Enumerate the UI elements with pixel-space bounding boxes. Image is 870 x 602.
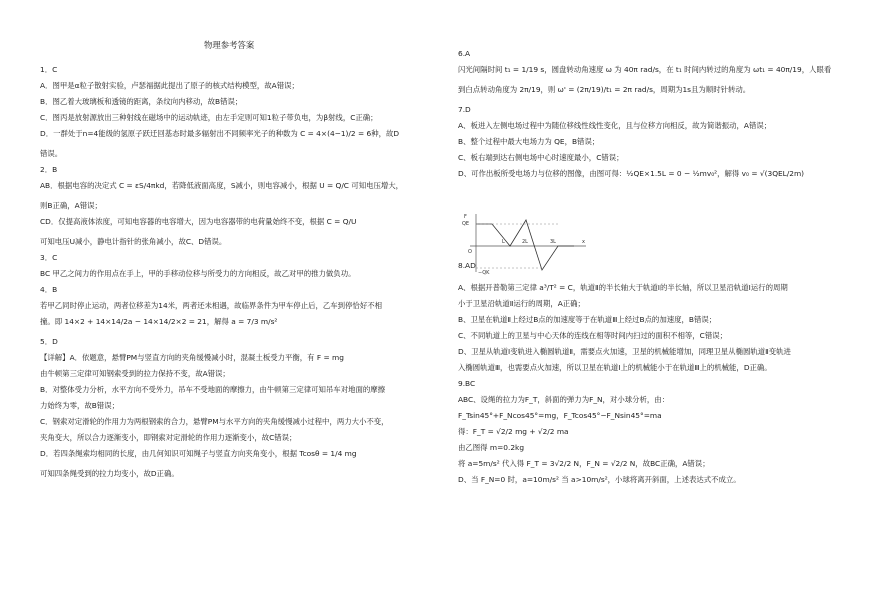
right_lines-line-0: 6.A — [458, 49, 471, 58]
right_lines-line-10: 小于卫星沿轨道Ⅱ运行的周期，A正确； — [458, 299, 585, 308]
right_lines-line-2: 到白点转动角度为 2π/19，则 ω' = (2π/19)/t₁ = 2π rad/s，周期为1s且为顺时针转动。 — [458, 85, 751, 94]
left_lines-line-12: BC 甲乙之间力的作用点在手上，甲的手移动位移与所受力的方向相反，故乙对甲的推力做负功。 — [40, 269, 356, 278]
left_lines-line-21: C．钢索对定滑轮的作用力为两根钢索的合力，悬臂PM与水平方向的夹角缓慢减小过程中，两力大小不变， — [40, 417, 389, 426]
left_lines-line-19: B．对整体受力分析，水平方向不受外力，吊车不受地面的摩擦力，由牛顿第三定律可知吊车对地面的摩擦 — [40, 385, 386, 394]
right_lines-line-1: 闪光间隔时间 t₁ = 1/19 s，圆盘转动角速度 ω 为 40π rad/s，在 t₁ 时间内转过的角度为 ωt₁ = 40π/19，人眼看 — [458, 65, 832, 74]
left_lines-line-22: 夹角变大，所以合力逐渐变小，即钢索对定滑轮的作用力逐渐变小，故C错误； — [40, 433, 297, 442]
right_lines-line-17: F_Tsin45°+F_Ncos45°=mg，F_Tcos45°−F_Nsin45°=ma — [458, 411, 662, 420]
left_lines-line-16: 5．D — [40, 337, 58, 346]
right_lines-line-12: C、不同轨道上的卫星与中心天体的连线在相等时间内扫过的面积不相等，C错误； — [458, 331, 727, 340]
document-title: 物理参考答案 — [204, 40, 255, 50]
right_lines-line-3: 7.D — [458, 105, 471, 114]
diagram-label-2l: 2L — [522, 239, 528, 245]
right_lines-line-14: 入椭圆轨道Ⅲ，也需要点火加速，所以卫星在轨道Ⅰ上的机械能小于在轨道Ⅲ上的机械能，D正确。 — [458, 363, 772, 372]
right_lines-line-11: B、卫星在轨道Ⅱ上经过B点的加速度等于在轨道Ⅲ上经过B点的加速度，B错误； — [458, 315, 717, 324]
left_lines-line-1: A．图甲是α粒子散射实验，卢瑟福据此提出了原子的核式结构模型，故A错误； — [40, 81, 299, 90]
left_lines-line-17: 【详解】A．依题意，悬臂PM与竖直方向的夹角缓慢减小时，混凝土板受力平衡，有 F = mg — [40, 353, 344, 362]
right_lines-line-18: 得：F_T = √2/2 mg + √2/2 ma — [458, 427, 569, 436]
right_lines-line-19: 由乙图得 m=0.2kg — [458, 443, 525, 452]
left_lines-line-24: 可知四条绳受到的拉力均变小，故D正确。 — [40, 469, 179, 478]
diagram-label-l: L — [502, 239, 505, 245]
left_lines-line-7: AB．根据电容的决定式 C = εS/4πkd，若降低液面高度，S减小，则电容减小，根据 U = Q/C 可知电压增大， — [40, 181, 404, 190]
left_lines-line-10: 可知电压U减小，静电计指针的张角减小，故C、D错误。 — [40, 237, 227, 246]
right_lines-line-4: A、板进入左侧电场过程中为随位移线性线性变化，且与位移方向相反，故为简谐振动，A错误； — [458, 121, 772, 130]
right_lines-line-21: D、当 F_N=0 时，a=10m/s² 当 a>10m/s²，小球将离开斜面，上述表达式不成立。 — [458, 475, 741, 484]
right_lines-line-9: A、根据开普勒第三定律 a³/T² = C，轨道Ⅱ的半长轴大于轨道Ⅰ的半长轴，所以卫星沿轨道Ⅰ运行的周期 — [458, 283, 788, 292]
diagram-label-neg-qe: −QK — [478, 270, 490, 276]
left_lines-line-11: 3．C — [40, 253, 58, 262]
right_lines-line-6: C、板右端到达右侧电场中心时速度最小，C错误； — [458, 153, 624, 162]
right_lines-line-7: D、可作出板所受电场力与位移的图像，由图可得：½QE×1.5L = 0 − ½mv₀²，解得 v₀ = √(3QEL/2m) — [458, 169, 805, 178]
left_lines-line-8: 则B正确，A错误； — [40, 201, 102, 210]
diagram-axis-x: x — [582, 239, 585, 245]
left_lines-line-18: 由牛顿第三定律可知钢索受到的拉力保持不变，故A错误； — [40, 369, 230, 378]
diagram-origin: O — [468, 249, 472, 255]
right_lines-line-8: 8.AD — [458, 261, 476, 270]
left_lines-line-6: 2．B — [40, 165, 58, 174]
left_lines-line-2: B．图乙着大玻璃板和透镜的距离，条纹向内移动，故B错误； — [40, 97, 243, 106]
diagram-label-3l: 3L — [550, 239, 556, 245]
diagram-axis-f: F — [464, 214, 467, 220]
force-displacement-diagram — [462, 210, 592, 276]
left_lines-line-3: C．图丙是放射源放出三种射线在磁场中的运动轨迹，由左手定则可知1粒子带负电，为β射线，C正确； — [40, 113, 378, 122]
left_lines-line-13: 4．B — [40, 285, 58, 294]
left_lines-line-5: 错误。 — [40, 149, 63, 158]
diagram-label-qe: QE — [462, 221, 470, 227]
right_lines-line-5: B、整个过程中最大电场力为 QE，B错误； — [458, 137, 600, 146]
left_lines-line-14: 若甲乙同时停止运动，两者位移差为14米，两者还未相遇，故临界条件为甲车停止后，乙车到停恰好不相 — [40, 301, 382, 310]
right_lines-line-13: D、卫星从轨道Ⅰ变轨进入椭圆轨道Ⅱ，需要点火加速，卫星的机械能增加，同理卫星从椭圆轨道Ⅱ变轨进 — [458, 347, 791, 356]
left_lines-line-4: D．一群处于n=4能级的氢原子跃迁回基态时最多辐射出不同频率光子的种数为 C = 4×(4−1)/2 = 6种，故D — [40, 129, 400, 138]
left_lines-line-9: CD．仅提高液体浓度，可知电容器的电容增大，因为电容器带的电荷量始终不变，根据 C = Q/U — [40, 217, 357, 226]
left_lines-line-0: 1．C — [40, 65, 58, 74]
left_lines-line-15: 撞。即 14×2 + 14×14/2a − 14×14/2×2 = 21，解得 a = 7/3 m/s² — [40, 317, 278, 326]
right_lines-line-16: ABC、设绳的拉力为F_T，斜面的弹力为F_N，对小球分析，由： — [458, 395, 670, 404]
force-displacement-graph — [462, 210, 592, 276]
left_lines-line-23: D．若四条绳索均相同的长度，由几何知识可知绳子与竖直方向夹角变小，根据 Tcosθ = 1/4 mg — [40, 449, 357, 458]
right_lines-line-20: 将 a=5m/s² 代入得 F_T = 3√2/2 N，F_N = √2/2 N，故BC正确，A错误； — [458, 459, 710, 468]
left_lines-line-20: 力始终为零，故B错误； — [40, 401, 119, 410]
right_lines-line-15: 9.BC — [458, 379, 476, 388]
